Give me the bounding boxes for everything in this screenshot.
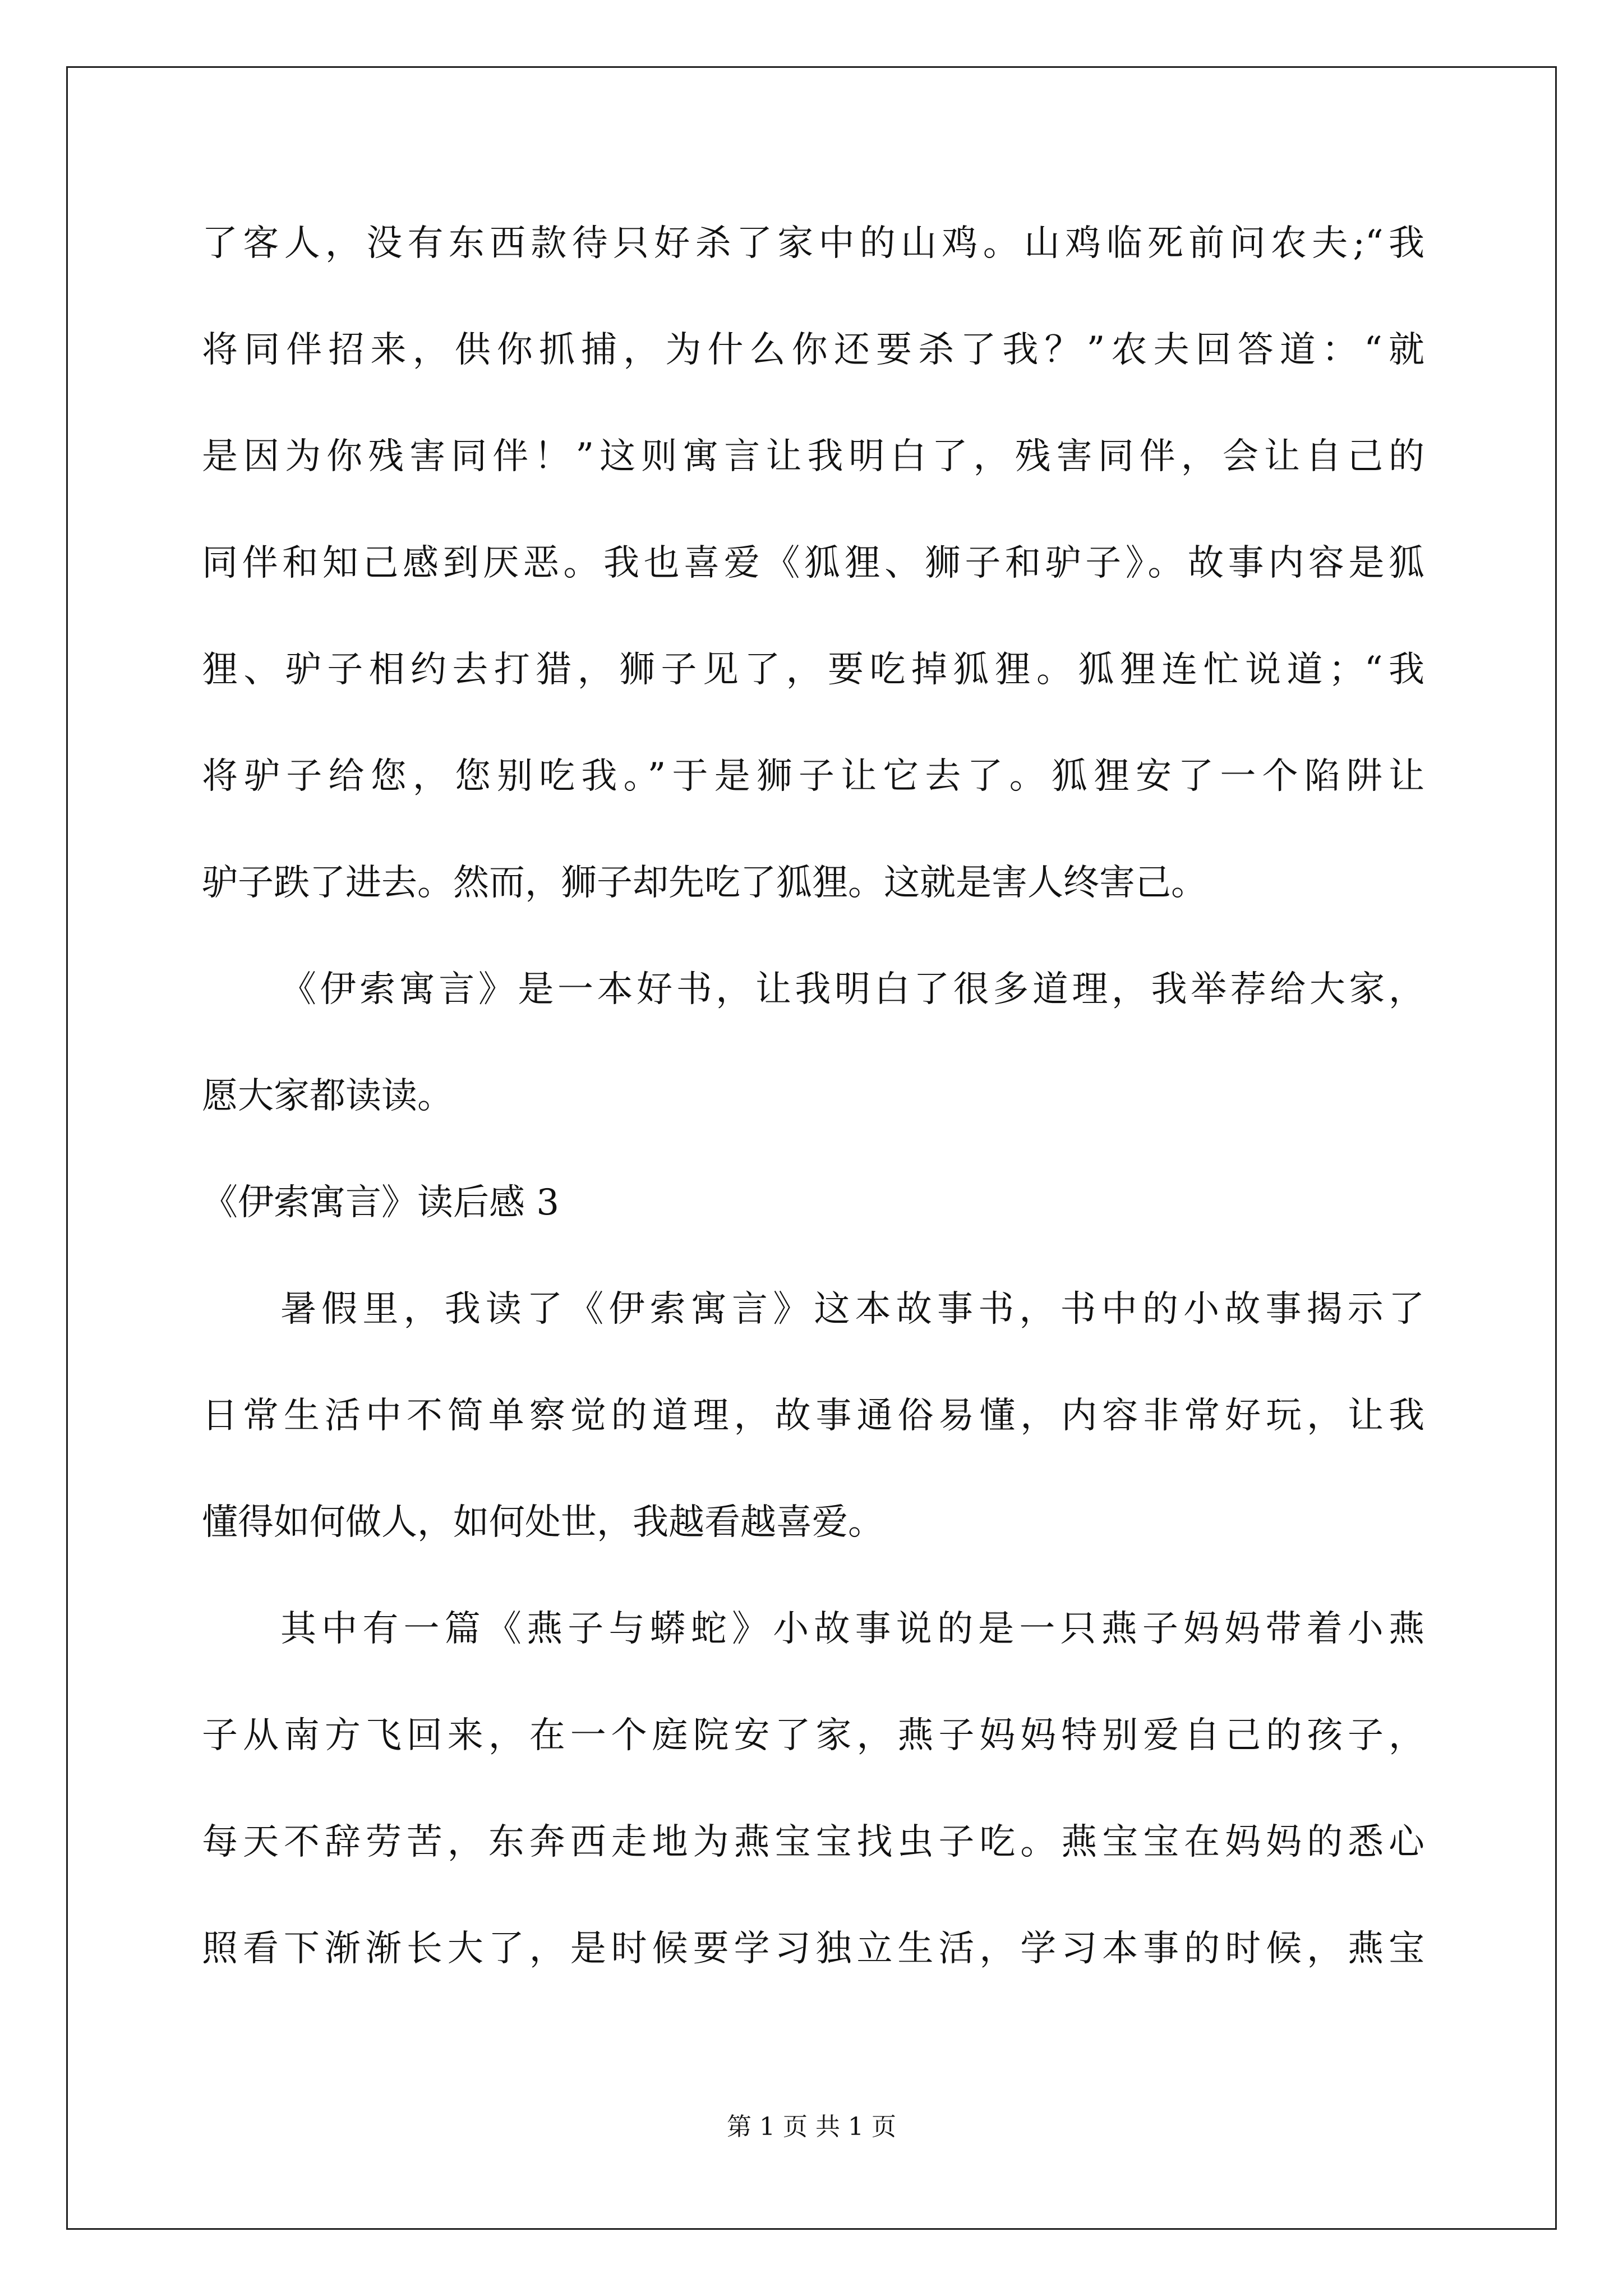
text-line: 将同伴招来，供你抓捕，为什么你还要杀了我？”农夫回答道：“就 [202,329,1424,371]
text-line: 是因为你残害同伴！”这则寓言让我明白了，残害同伴，会让自己的 [202,436,1424,477]
text-line: 懂得如何做人，如何处世，我越看越喜爱。 [202,1502,884,1543]
text-line: 照看下渐渐长大了，是时候要学习独立生活，学习本事的时候，燕宝 [202,1928,1424,1970]
page-footer: 第 1 页 共 1 页 [727,2113,896,2141]
text-line: 将驴子给您，您别吃我。”于是狮子让它去了。狐狸安了一个陷阱让 [202,756,1424,797]
text-line: 暑假里，我读了《伊索寓言》这本故事书，书中的小故事揭示了 [280,1289,1424,1330]
text-line: 同伴和知己感到厌恶。我也喜爱《狐狸、狮子和驴子》。故事内容是狐 [202,542,1424,584]
text-line: 驴子跌了进去。然而，狮子却先吃了狐狸。这就是害人终害己。 [202,862,1207,904]
text-line: 子从南方飞回来，在一个庭院安了家，燕子妈妈特别爱自己的孩子， [202,1715,1424,1756]
text-line: 狸、驴子相约去打猎，狮子见了，要吃掉狐狸。狐狸连忙说道；“我 [202,649,1424,691]
text-line: 愿大家都读读。 [202,1075,453,1117]
text-line: 了客人，没有东西款待只好杀了家中的山鸡。山鸡临死前问农夫;“我 [202,223,1424,264]
section-heading: 《伊索寓言》读后感 3 [202,1182,560,1223]
text-line: 《伊索寓言》是一本好书，让我明白了很多道理，我举荐给大家， [280,969,1424,1010]
text-line: 其中有一篇《燕子与蟒蛇》小故事说的是一只燕子妈妈带着小燕 [280,1608,1424,1650]
text-line: 日常生活中不简单察觉的道理，故事通俗易懂，内容非常好玩，让我 [202,1395,1424,1437]
page-border [66,66,1557,2230]
text-line: 每天不辞劳苦，东奔西走地为燕宝宝找虫子吃。燕宝宝在妈妈的悉心 [202,1821,1424,1863]
